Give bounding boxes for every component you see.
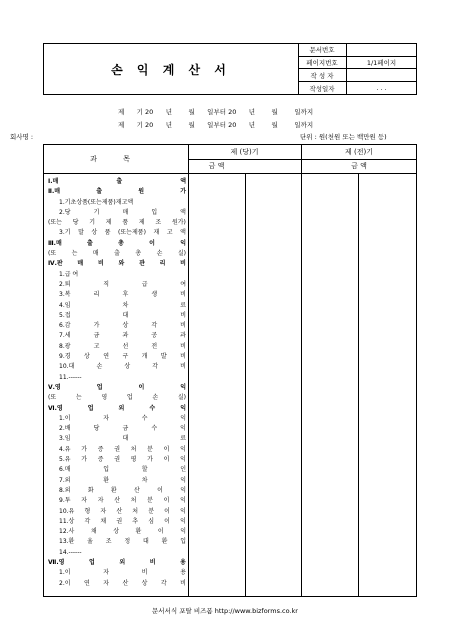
- account-row-word: 익: [180, 497, 186, 505]
- meta-value[interactable]: [347, 44, 417, 56]
- account-row-word: 익: [180, 445, 186, 453]
- account-row: [48, 249, 186, 259]
- account-row-word: 공: [151, 332, 158, 340]
- account-row-word: 원가): [171, 219, 186, 227]
- account-row: [48, 259, 186, 269]
- account-row-word: 비: [141, 569, 148, 577]
- account-row-word: 1.이: [59, 414, 71, 422]
- account-row-word: Ⅲ.매: [48, 239, 62, 247]
- account-row-word: 매: [77, 260, 84, 268]
- account-row-word: 료: [180, 301, 186, 309]
- account-row: [48, 455, 186, 465]
- account-row-word: 자: [103, 579, 109, 587]
- table-header: [44, 145, 416, 174]
- account-row: [48, 208, 186, 218]
- account-row-word: 입: [180, 538, 186, 546]
- account-row-word: 말: [78, 229, 84, 237]
- account-row: [48, 228, 186, 238]
- account-row-word: 1.이: [59, 569, 71, 577]
- account-row-word: 업: [126, 394, 133, 402]
- document-title: 손 익 계 산 서: [44, 44, 299, 94]
- account-row-word: 차: [122, 301, 129, 309]
- document-header: [43, 43, 417, 95]
- account-row-word: 산: [134, 486, 140, 494]
- account-row-word: 분: [147, 445, 153, 453]
- account-row-word: 품: [104, 229, 111, 237]
- account-row-word: 3.복: [59, 291, 71, 299]
- account-row-word: 고: [93, 342, 100, 350]
- account-row-word: 리: [93, 291, 100, 299]
- account-row-word: 환: [110, 486, 117, 494]
- account-row-word: 업: [96, 383, 103, 391]
- account-row-word: Ⅳ.판: [48, 260, 63, 268]
- account-row-word: 이: [149, 239, 155, 247]
- account-row-word: 업: [88, 558, 95, 566]
- account-row-word: 조: [105, 538, 112, 546]
- account-row-word: 상: [113, 528, 119, 536]
- account-row-word: 6.매: [59, 466, 71, 474]
- account-row: [48, 424, 186, 434]
- account-row-word: 비: [97, 260, 104, 268]
- account-row-word: 익: [180, 456, 186, 464]
- account-row-word: 2.퇴: [59, 280, 71, 288]
- account-row-word: 손: [96, 363, 103, 371]
- account-row: [48, 301, 186, 311]
- account-row-word: 11.상: [59, 517, 75, 525]
- account-row-word: 는: [71, 250, 78, 258]
- account-row-word: 이: [157, 528, 164, 536]
- account-row: [48, 537, 186, 547]
- account-row-word: 4.임: [59, 301, 71, 309]
- account-row: [48, 404, 186, 414]
- account-row-word: Ⅵ.영: [48, 404, 63, 412]
- account-row-word: 익: [180, 528, 186, 536]
- meta-label: 작성일자: [298, 82, 347, 94]
- account-row-word: 출: [114, 250, 120, 258]
- account-row-word: 전: [151, 342, 158, 350]
- account-row-word: 분: [148, 507, 155, 515]
- account-row: [48, 507, 186, 517]
- account-row-word: 발: [160, 353, 167, 361]
- account-row-word: 산: [114, 497, 120, 505]
- account-row-word: 각: [151, 322, 158, 330]
- account-row-word: 급: [141, 280, 148, 288]
- account-row-word: 업: [87, 404, 94, 412]
- account-row-word: 이: [164, 517, 170, 525]
- account-row-word: 당: [72, 219, 79, 227]
- account-row-word: 처: [130, 445, 137, 453]
- account-row-word: 권: [114, 445, 120, 453]
- meta-label: 문서번호: [298, 44, 347, 56]
- account-row: [48, 187, 186, 197]
- account-row: [48, 342, 186, 352]
- account-row: [48, 465, 186, 475]
- account-row-word: 제: [138, 219, 145, 227]
- account-row-word: 환: [103, 476, 110, 484]
- account-row-word: 익: [180, 425, 186, 433]
- account-row-word: 익: [180, 414, 186, 422]
- account-row-word: 가: [81, 445, 88, 453]
- account-row-word: 원: [138, 188, 144, 196]
- account-row-word: 환: [161, 538, 168, 546]
- meta-value[interactable]: 1/1페이지: [347, 56, 417, 69]
- account-row-word: 과: [122, 332, 129, 340]
- account-row-word: 이: [157, 486, 163, 494]
- account-row-word: 이: [163, 497, 170, 505]
- meta-value[interactable]: . . .: [376, 84, 387, 93]
- account-row-word: 과: [180, 332, 186, 340]
- account-row-word: 여: [180, 280, 186, 288]
- grid-line: [358, 173, 359, 596]
- account-row-word: 13.환: [59, 538, 75, 546]
- account-row-word: 출: [87, 239, 93, 247]
- account-row-word: 3.기: [59, 229, 71, 237]
- account-row-word: 자: [100, 507, 107, 515]
- account-row-word: 액: [180, 229, 186, 237]
- account-row-word: 생: [151, 291, 158, 299]
- account-row: [48, 280, 186, 290]
- account-row-word: 손: [156, 250, 163, 258]
- account-row-word: 익: [180, 383, 186, 391]
- account-row-word: 당: [93, 425, 100, 433]
- account-row: [48, 290, 186, 300]
- account-row-word: 7.세: [59, 332, 71, 340]
- account-row-word: 가: [147, 456, 153, 464]
- account-row-word: 익: [180, 239, 186, 247]
- account-row-word: 5.접: [59, 311, 71, 319]
- account-row-word: 추: [132, 517, 139, 525]
- footer-source: 문서서식 포탈 비즈폼 http://www.bizforms.co.kr: [152, 607, 298, 615]
- account-row: 14.------: [59, 548, 82, 556]
- account-row-word: 기: [93, 208, 100, 216]
- account-row-word: 비: [180, 291, 186, 299]
- column-current-period: 제 (당)기: [230, 148, 259, 156]
- account-row-word: (또: [48, 394, 57, 402]
- account-row: [48, 393, 186, 403]
- account-row-word: 8.광: [59, 342, 71, 350]
- account-row-word: 비: [149, 558, 156, 566]
- account-row-word: 처: [130, 497, 137, 505]
- account-row-word: 산: [122, 579, 129, 587]
- account-row-word: 자: [103, 569, 110, 577]
- account-row: [48, 517, 186, 527]
- account-row-word: 고: [166, 229, 173, 237]
- account-row-word: 각: [84, 517, 91, 525]
- account-row-word: 비: [180, 353, 186, 361]
- account-row-word: 자: [97, 497, 104, 505]
- account-row-word: 각: [160, 579, 167, 587]
- account-row-word: 출: [116, 178, 123, 185]
- account-row-word: 상: [83, 353, 90, 361]
- account-row-word: 증: [97, 445, 104, 453]
- account-row-word: 9.경: [59, 353, 71, 361]
- account-row-word: 환: [135, 528, 142, 536]
- account-row-word: 채: [100, 517, 107, 525]
- meta-label: 작 성 자: [298, 69, 347, 82]
- account-row-word: 권: [114, 456, 120, 464]
- account-row-word: 개: [141, 353, 148, 361]
- account-row-word: 이: [163, 445, 170, 453]
- account-row: [48, 527, 186, 537]
- account-row-word: 대: [122, 311, 129, 319]
- account-row-word: 출: [96, 188, 103, 196]
- account-row-word: 외: [119, 558, 126, 566]
- account-row-word: 익: [180, 507, 186, 515]
- account-row-word: 상: [122, 322, 129, 330]
- period-previous: 제 기 20 년 월 일부터 20 년 월 일까지: [118, 121, 314, 129]
- account-row-word: 4.유: [59, 445, 71, 453]
- account-list: [48, 177, 186, 589]
- account-row-word: 리: [159, 260, 166, 268]
- account-row-word: Ⅱ.매: [48, 188, 61, 196]
- account-row-word: 9.투: [59, 497, 71, 505]
- account-row-word: 조: [155, 219, 162, 227]
- account-row-word: 료: [180, 435, 186, 443]
- document-meta-table: [298, 44, 416, 94]
- account-row-word: 율: [87, 538, 93, 546]
- account-row-word: 후: [122, 291, 129, 299]
- account-row-word: 가: [81, 456, 88, 464]
- account-row-word: 금: [93, 332, 100, 340]
- account-row: 1.급 여: [59, 270, 79, 278]
- account-row-word: 비: [180, 579, 186, 587]
- account-row-word: 분: [147, 497, 153, 505]
- account-row-word: 권: [116, 517, 123, 525]
- period-current: 제 기 20 년 월 일부터 20 년 월 일까지: [118, 108, 314, 116]
- account-row-word: 비: [180, 322, 186, 330]
- account-row: [48, 311, 186, 321]
- account-row-word: 품: [122, 219, 129, 227]
- account-row-word: 6.감: [59, 322, 71, 330]
- account-row: 1.기초상품(또는제품)재고액: [59, 198, 134, 206]
- column-subject: 과 목: [44, 145, 189, 173]
- account-row-word: 익: [180, 476, 186, 484]
- account-row-word: 이: [138, 383, 145, 391]
- account-row-word: 상: [91, 229, 98, 237]
- account-row-word: 영: [101, 394, 108, 402]
- account-row-word: 실): [177, 394, 186, 402]
- account-row: [48, 486, 186, 496]
- account-row-word: 비: [180, 260, 186, 268]
- account-row-word: 채: [90, 528, 97, 536]
- account-row-word: 인: [180, 466, 186, 474]
- account-row-word: 는: [75, 394, 82, 402]
- account-row-word: 액: [180, 208, 186, 216]
- company-name-label: 회사명 :: [10, 133, 34, 141]
- meta-row: [298, 44, 416, 56]
- account-row-word: 7.외: [59, 476, 71, 484]
- account-row-word: 자: [103, 414, 110, 422]
- account-row-word: 각: [152, 363, 159, 371]
- account-row-word: 5.유: [59, 456, 71, 464]
- account-row-word: 익: [180, 486, 186, 494]
- account-row-word: 익: [180, 404, 186, 412]
- meta-label: 페이지번호: [298, 56, 347, 69]
- account-row-word: 비: [180, 342, 186, 350]
- account-row-word: 총: [135, 250, 142, 258]
- account-row-word: 수: [149, 404, 156, 412]
- account-row: [48, 383, 186, 393]
- account-row: [48, 445, 186, 455]
- account-row-word: 가: [93, 322, 100, 330]
- account-row-word: 직: [103, 280, 110, 288]
- column-amount-current: 금 액: [208, 162, 225, 170]
- unit-label: 단위 : 원(천원 또는 백만원 등): [300, 133, 387, 141]
- meta-row: [298, 82, 416, 94]
- account-row: [48, 414, 186, 424]
- grid-line: [301, 145, 302, 596]
- grid-line: [188, 145, 189, 596]
- account-row-word: (또: [48, 250, 57, 258]
- account-row-word: 실): [177, 250, 186, 258]
- account-row: [48, 496, 186, 506]
- account-row-word: 연: [103, 353, 109, 361]
- account-row-word: 대: [122, 435, 129, 443]
- column-amount-previous: 금 액: [351, 162, 367, 170]
- account-row-word: 2.이: [59, 579, 71, 587]
- account-row-word: 수: [141, 414, 148, 422]
- account-row-word: 구: [122, 353, 129, 361]
- account-row-word: 총: [118, 239, 124, 247]
- account-row-word: 수: [151, 425, 158, 433]
- account-row-word: 가: [180, 188, 186, 196]
- account-row-word: 10.대: [59, 363, 75, 371]
- meta-row: [298, 56, 416, 69]
- account-row-word: 10.유: [59, 507, 75, 515]
- account-row-word: 처: [132, 507, 139, 515]
- account-row-word: 비: [180, 363, 186, 371]
- account-row: [48, 352, 186, 362]
- account-row-word: 입: [103, 466, 110, 474]
- account-row-word: 정: [124, 538, 131, 546]
- account-row-word: 제: [105, 219, 112, 227]
- account-row: [48, 331, 186, 341]
- account-row-word: 상: [124, 363, 131, 371]
- account-row-word: 심: [148, 517, 155, 525]
- account-row-word: 이: [164, 507, 170, 515]
- account-row-word: 외: [118, 404, 125, 412]
- account-row: [48, 321, 186, 331]
- account-row-word: 비: [180, 311, 186, 319]
- meta-value[interactable]: [347, 69, 417, 82]
- account-row-word: 차: [141, 476, 148, 484]
- account-row-word: 금: [122, 425, 129, 433]
- account-row: [48, 177, 186, 187]
- account-row-word: 증: [97, 456, 104, 464]
- account-row-word: 화: [87, 486, 94, 494]
- account-row-word: (또는: [48, 219, 62, 227]
- account-row-word: 형: [84, 507, 91, 515]
- account-row-word: 용: [180, 569, 186, 577]
- grid-line: [245, 173, 246, 596]
- account-row-word: 평: [130, 456, 137, 464]
- account-row: [48, 434, 186, 444]
- account-row: [48, 239, 186, 249]
- account-row-word: 관: [139, 260, 145, 268]
- account-row-word: 할: [141, 466, 148, 474]
- account-row-word: 8.외: [59, 486, 71, 494]
- account-row-word: 기: [89, 219, 96, 227]
- account-row-word: Ⅰ.매: [48, 178, 59, 185]
- account-row-word: 3.임: [59, 435, 71, 443]
- account-row-word: Ⅶ.영: [48, 558, 65, 566]
- account-row-word: 2.당: [59, 208, 71, 216]
- account-row: 11.------: [59, 373, 82, 381]
- account-row-word: 재: [153, 229, 160, 237]
- account-row: [48, 218, 186, 228]
- account-row: [48, 568, 186, 578]
- meta-row: [298, 69, 416, 82]
- account-row-word: (또는제품): [118, 229, 146, 237]
- income-statement-table: [43, 144, 417, 597]
- account-row: [48, 476, 186, 486]
- account-row-word: 매: [92, 250, 99, 258]
- account-row-word: 2.배: [59, 425, 71, 433]
- account-row-word: 상: [141, 579, 148, 587]
- account-row-word: 손: [152, 394, 159, 402]
- account-row-word: 선: [122, 342, 129, 350]
- account-row: [48, 362, 186, 372]
- column-previous-period: 제 (전)기: [345, 148, 373, 156]
- account-row-word: 연: [83, 579, 90, 587]
- account-row-word: 와: [118, 260, 125, 268]
- account-row-word: Ⅴ.영: [48, 383, 61, 391]
- account-row: [48, 579, 186, 589]
- account-row-word: 입: [151, 208, 158, 216]
- account-row-word: 12.사: [59, 528, 75, 536]
- account-row-word: 액: [180, 178, 186, 185]
- account-row-word: 용: [180, 558, 186, 566]
- account-row-word: 대: [142, 538, 149, 546]
- account-row-word: 이: [163, 456, 170, 464]
- account-row-word: 익: [180, 517, 186, 525]
- account-row-word: 자: [81, 497, 88, 505]
- account-row: [48, 558, 186, 568]
- account-row-word: 산: [116, 507, 123, 515]
- account-row-word: 매: [122, 208, 129, 216]
